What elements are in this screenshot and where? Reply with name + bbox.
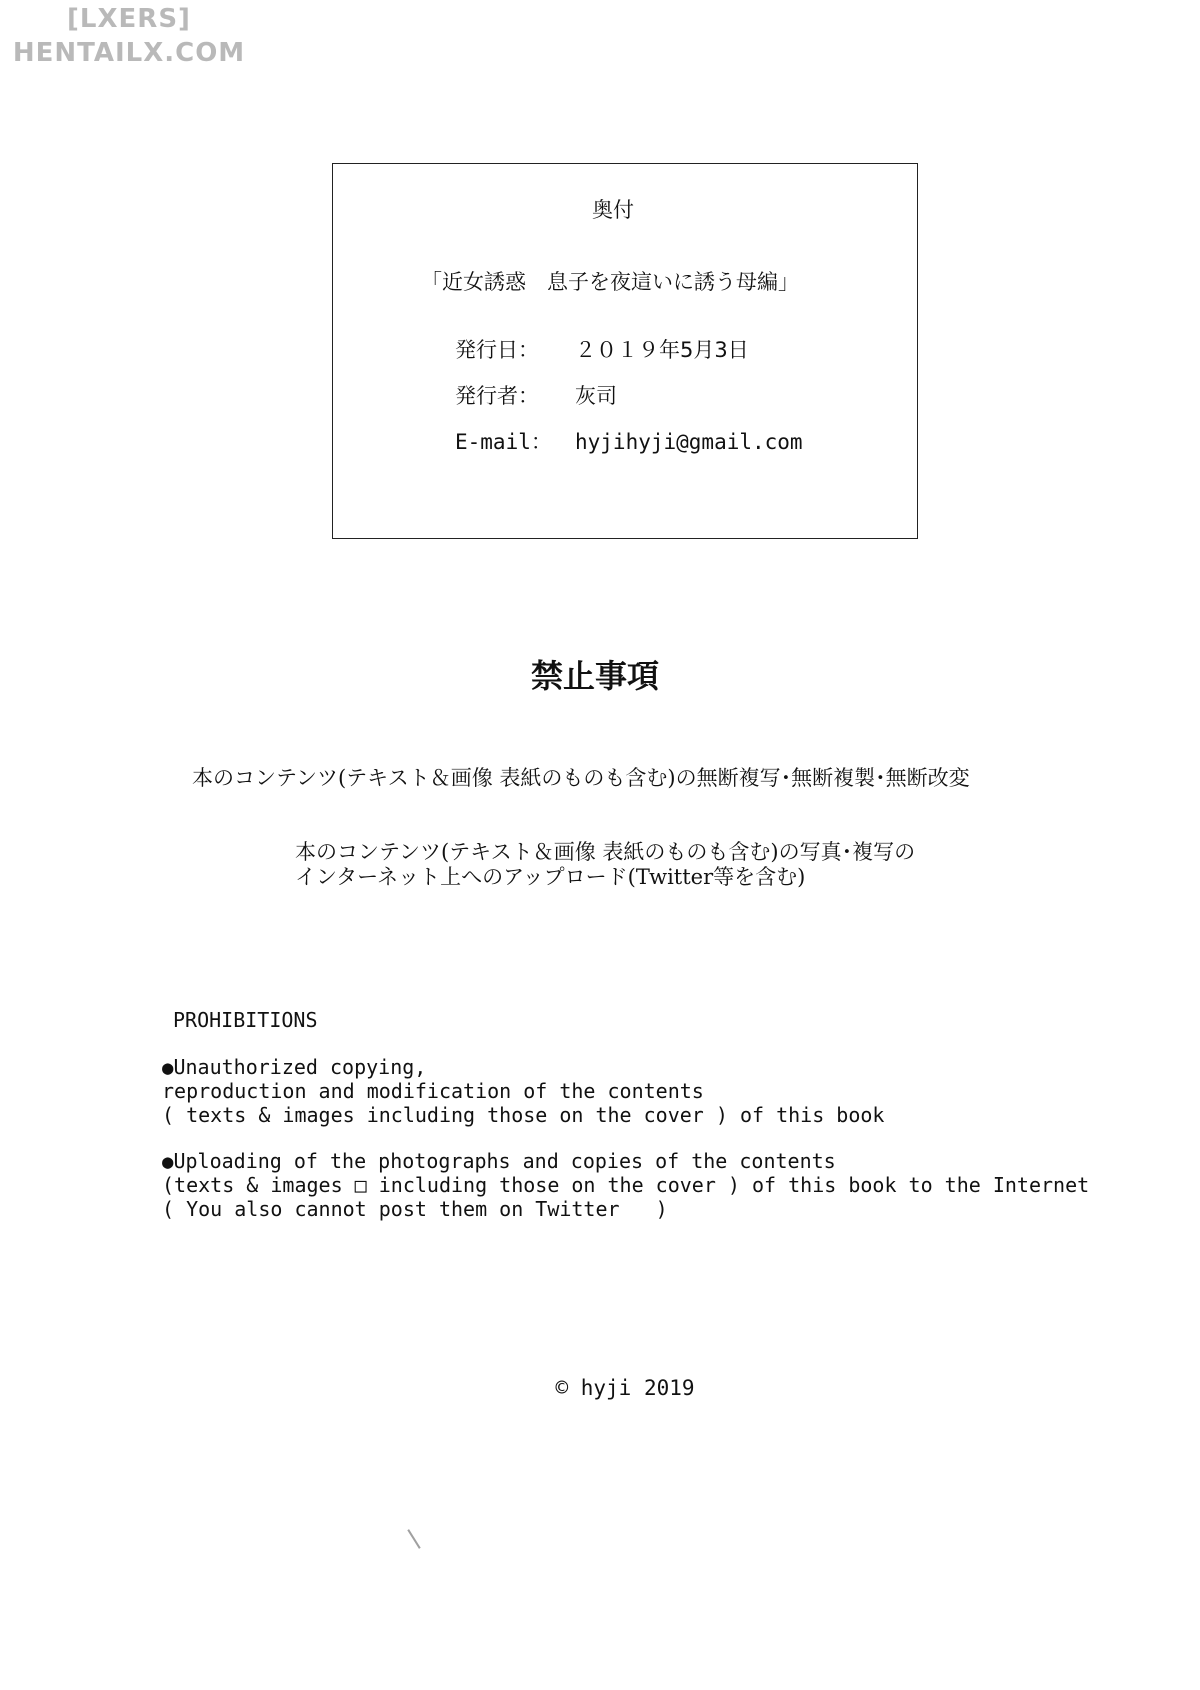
- prohibition-jp-line-2: 本のコンテンツ(テキスト＆画像 表紙のものも含む)の写真･複写の: [295, 840, 916, 864]
- publisher-row: [455, 382, 617, 410]
- email-value: hyjihyji@gmail.com: [575, 430, 803, 454]
- publication-date-value: ２０１９年5月3日: [575, 338, 749, 362]
- prohibition-en-item-2-line-2: (texts & images □ including those on the cover ) of this book to the Internet: [162, 1173, 1090, 1197]
- prohibition-en-item-2-text-1: Uploading of the photographs and copies of the contents: [173, 1149, 836, 1173]
- publication-date-label: 発行日：: [455, 338, 539, 362]
- prohibitions-heading-jp: 禁止事項: [530, 657, 659, 695]
- book-title: 「近女誘惑 息子を夜這いに誘う母編」: [421, 270, 799, 294]
- colophon-heading-text: 奥付: [592, 198, 634, 222]
- prohibition-jp-line-3: インターネット上へのアップロード(Twitter等を含む): [295, 865, 806, 889]
- prohibition-en-item-1-line-3: ( texts & images including those on the cover ) of this book: [162, 1103, 885, 1127]
- watermark-line-2: HENTAILX.COM: [12, 38, 246, 68]
- email-label: E-mail：: [455, 430, 552, 454]
- publisher-value: 灰司: [575, 384, 617, 408]
- publisher-label: 発行者：: [455, 384, 539, 408]
- prohibition-en-item-2-line-3: ( You also cannot post them on Twitter ): [162, 1197, 668, 1221]
- prohibition-en-item-1-line-1: [162, 1056, 426, 1081]
- prohibition-en-item-1-text-1: Unauthorized copying,: [173, 1055, 427, 1079]
- watermark-line-1: [LXERS]: [67, 4, 191, 34]
- colophon-box: [332, 163, 918, 539]
- stray-scan-mark: [407, 1529, 420, 1549]
- prohibition-en-item-1-line-2: reproduction and modification of the contents: [162, 1079, 704, 1103]
- colophon-heading: [333, 196, 917, 224]
- publication-date-row: [455, 336, 749, 364]
- bullet-icon: ●: [162, 1057, 174, 1079]
- prohibition-jp-line-1: 本のコンテンツ(テキスト＆画像 表紙のものも含む)の無断複写･無断複製･無断改変: [192, 766, 970, 790]
- prohibition-en-item-2-line-1: [162, 1150, 836, 1175]
- copyright-notice: © hyji 2019: [555, 1376, 695, 1400]
- watermark: [4, 2, 254, 70]
- email-row: [455, 428, 803, 456]
- bullet-icon: ●: [162, 1151, 174, 1173]
- prohibitions-heading-en: PROHIBITIONS: [173, 1008, 318, 1032]
